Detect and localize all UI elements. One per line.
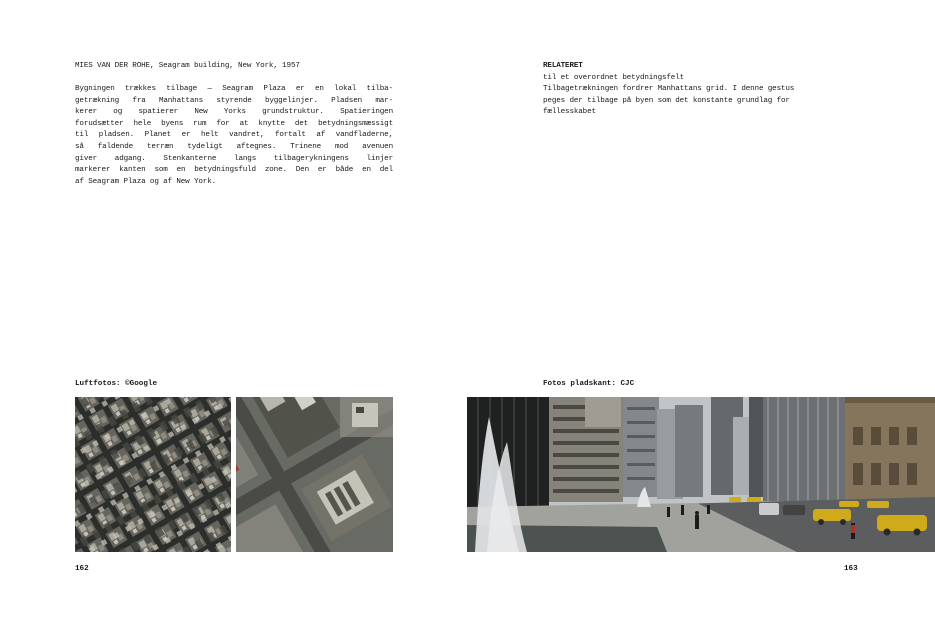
- page-number-left: 162: [75, 565, 89, 573]
- left-body-line: til pladsen. Planet er helt vandret, fortalt af vandfladerne,: [75, 131, 393, 140]
- right-page: [467, 0, 935, 624]
- right-body-line: fællesskabet: [543, 108, 596, 117]
- aerial-photo-manhattan: [75, 397, 231, 552]
- right-photo-caption: Fotos pladskant: CJC: [543, 380, 635, 388]
- right-heading: RELATERET: [543, 62, 583, 70]
- right-body-line: Tilbagetrækningen fordrer Manhattans grid. I denne gestus: [543, 85, 795, 94]
- right-body-text: [543, 73, 853, 119]
- left-page: [0, 0, 467, 624]
- left-body-line: af Seagram Plaza og af New York.: [75, 177, 217, 186]
- aerial-photo-seagram-plaza: [236, 397, 393, 552]
- left-body-line: kerer og spatierer New Yorks grundstruktur. Spatieringen: [75, 108, 393, 117]
- left-body-line: så faldende terræn tydeligt aftegnes. Trinene mod avenuen: [75, 142, 393, 151]
- page-number-right: 163: [844, 565, 858, 573]
- plaza-edge-photo: [467, 397, 935, 552]
- left-heading: MIES VAN DER ROHE, Seagram building, New York, 1957: [75, 62, 300, 70]
- left-body-line: forudsætter hele byens rum for at knytte det betydningsmæssigt: [75, 119, 393, 128]
- right-body-line: peges der tilbage på byen som det konstante grundlag for: [543, 96, 790, 105]
- left-photo-caption: Luftfotos: ©Google: [75, 380, 158, 388]
- right-body-line: til et overordnet betydningsfelt: [543, 73, 685, 82]
- left-body-line: Bygningen trækkes tilbage — Seagram Plaza er en lokal tilba-: [75, 85, 393, 93]
- left-body-text: [75, 84, 393, 188]
- left-body-line: getrækning fra Manhattans styrende byggelinjer. Pladsen mar-: [75, 96, 393, 105]
- left-body-line: markerer kanten som en betydningsfuld zone. Den er både en del: [75, 166, 393, 175]
- left-body-line: giver adgang. Stenkanterne langs tilbagerykningens linjer: [75, 154, 393, 163]
